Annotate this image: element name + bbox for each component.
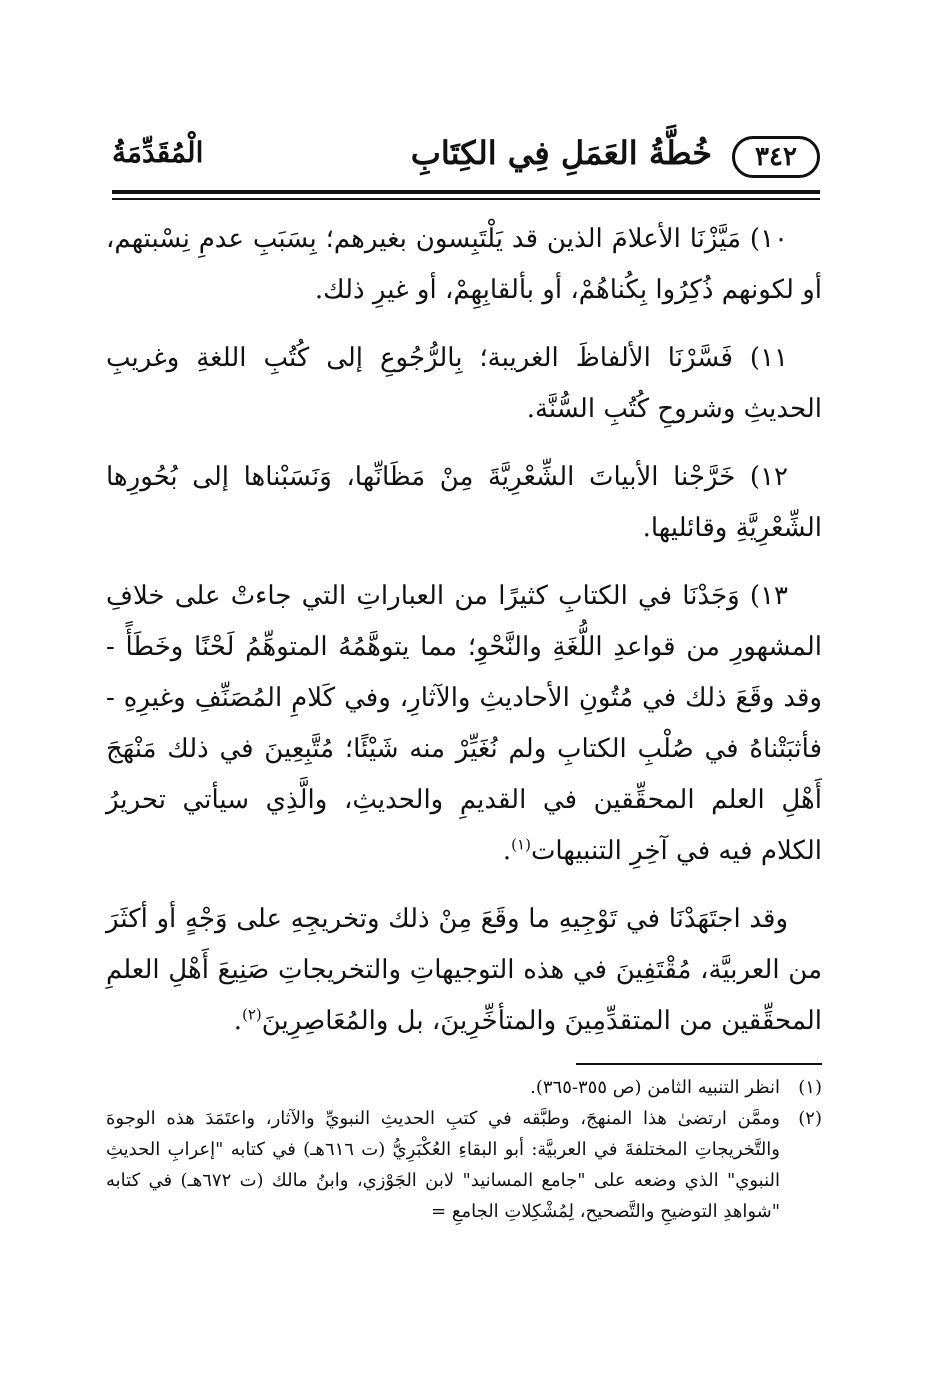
footnote xyxy=(106,1103,822,1227)
footnote-reference: (٢) xyxy=(241,1005,262,1024)
paragraph-text: ١٢) خَرَّجْنا الأبياتَ الشِّعْرِيَّةَ مِنْ مَظَانِّها، وَنَسَبْناها إلى بُحُورِها الشِّعْرِيَّةِ وقائليها. xyxy=(106,462,822,543)
footnote xyxy=(106,1072,822,1103)
paragraph xyxy=(106,214,822,316)
footnote-separator xyxy=(576,1063,822,1065)
header-rule-thick xyxy=(112,190,820,194)
page-header xyxy=(112,130,820,188)
footnote-reference: (١) xyxy=(511,835,531,854)
footnotes xyxy=(106,1072,822,1227)
paragraph-text: ١٠) مَيَّزْنَا الأعلامَ الذين قد يَلْتَبِسون بغيرهم؛ بِسَبَبِ عدمِ نِسْبتهم، أو لكونهم ذُكِرُوا بِكُناهُمْ، أو بألقابِهِمْ، أو غيرِ ذلك. xyxy=(106,224,822,305)
paragraph xyxy=(106,452,822,554)
paragraph xyxy=(106,571,822,877)
paragraph-text: ١٣) وَجَدْنَا في الكتابِ كثيرًا من العباراتِ التي جاءتْ على خلافِ المشهورِ من قواعدِ اللُّغَةِ والنَّحْوِ؛ مما يتوهَّمُهُ المتوهِّمُ لَحْنًا وخَطَأً - وقد وقَعَ ذلك في مُتُونِ الأحاديثِ والآثارِ، وفي كَلامِ المُصَنِّفِ وغيرِهِ - فأثبَتْناهُ في صُلْبِ الكتابِ ولم نُغَيِّرْ منه شَيْئًا؛ مُتَّبِعِينَ في ذلك مَنْهَجَ أَهْلِ العلم المحقِّقين في القديمِ والحديثِ، والَّذِي سيأتي تحريرُ الكلام فيه في آخِرِ التنبيهات xyxy=(106,581,822,866)
paragraph-text: وقد اجتَهَدْنَا في تَوْجِيهِ ما وقَعَ مِنْ ذلك وتخريجِهِ على وَجْهٍ أو أكثَرَ من العربيَّة، مُقْتَفِينَ في هذه التوجيهاتِ والتخريجاتِ صَنِيعَ أَهْلِ العلمِ المحقِّقين من المتقدِّمِينَ والمتأخِّرِينَ، بل والمُعَاصِرِينَ xyxy=(106,904,822,1036)
main-text xyxy=(106,214,822,1064)
header-rule-thin xyxy=(112,198,820,200)
paragraph-end: . xyxy=(233,1006,242,1036)
footnote-number: (٢) xyxy=(798,1108,822,1129)
footnote-number: (١) xyxy=(798,1077,822,1098)
paragraph xyxy=(106,894,822,1047)
paragraph xyxy=(106,333,822,435)
footnote-text: انظر التنبيه الثامن (ص ٣٥٥-٣٦٥). xyxy=(530,1077,780,1098)
page-number: ٣٤٢ xyxy=(732,136,820,178)
running-title: خُطَّةُ العَمَلِ فِي الكِتَابِ xyxy=(410,134,712,172)
paragraph-text: ١١) فَسَّرْنَا الألفاظَ الغريبة؛ بِالرُّجُوعِ إلى كُتُبِ اللغةِ وغريبِ الحديثِ وشروحِ كُتُبِ السُّنَّة. xyxy=(106,343,822,424)
footnote-text: وممَّن ارتضىٰ هذا المنهجَ، وطبَّقه في كتبِ الحديثِ النبويِّ والآثار، واعتَمَدَ هذه الوجوهَ والتَّخريجاتِ المختلفةَ في العربيَّة: أبو البقاءِ العُكْبَرِيُّ (ت ٦١٦هـ) في كتابه "إعرابِ الحديثِ النبوي" الذي وضعه على "جامع المسانيد" لابن الجَوْزي، وابنُ مالك (ت ٦٧٢هـ) في كتابه "شواهدِ التوضيحِ والتَّصحيح، لِمُشْكِلاتِ الجامعِ = xyxy=(106,1108,780,1222)
paragraph-end: . xyxy=(502,836,512,866)
section-title: الْمُقَدِّمَةُ xyxy=(112,136,204,169)
